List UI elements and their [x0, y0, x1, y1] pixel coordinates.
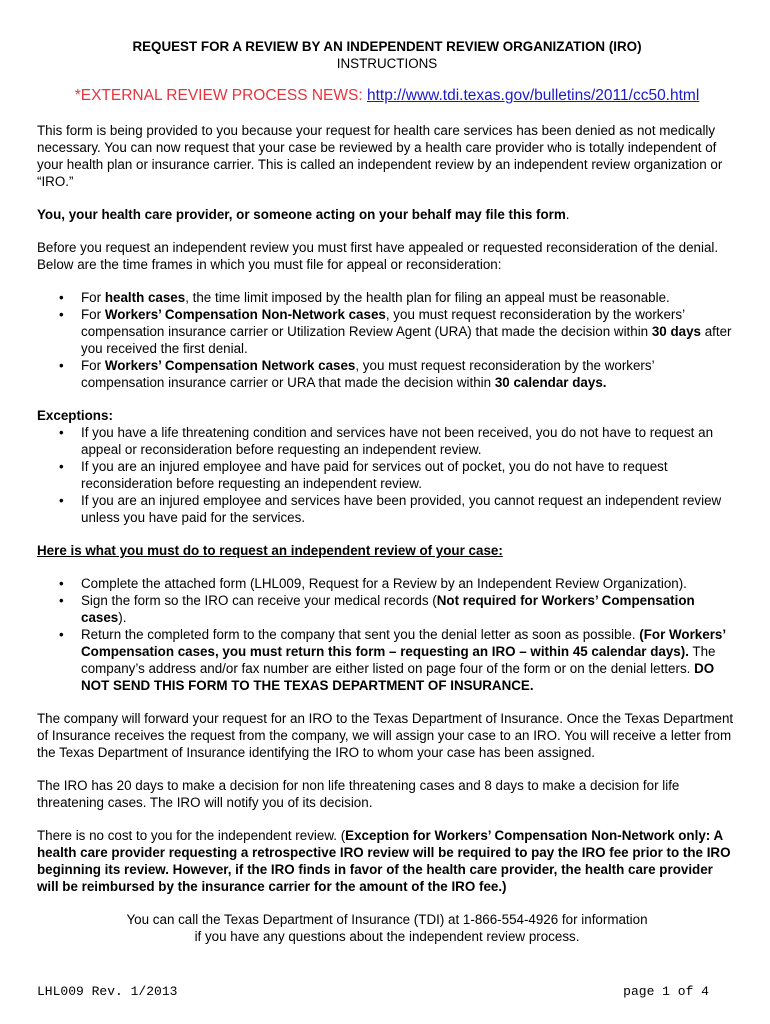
page-number: page 1 of 4	[623, 984, 709, 999]
list-item	[81, 357, 737, 391]
exceptions-list	[37, 424, 737, 526]
news-label: *EXTERNAL REVIEW PROCESS NEWS:	[74, 87, 363, 104]
timeframe-list	[37, 289, 737, 391]
who-may-file	[37, 206, 737, 223]
text: Return the completed form to the company that sent you the denial letter as soon as possible.	[81, 627, 640, 642]
list-item: • If you are an injured employee and services have been provided, you cannot request an independent review unless you have paid for the services.	[81, 492, 737, 526]
text-bold: (For Workers’ Compensation cases, you must return this form – requesting an IRO – within 45 calendar days).	[81, 627, 726, 659]
text: , you must request reconsideration by the workers’ compensation insurance carrier or URA that made the decision within	[81, 358, 655, 390]
text: Sign the form so the IRO can receive your medical records (	[81, 593, 437, 608]
text-bold: health cases	[104, 290, 186, 305]
cost-paragraph	[37, 827, 737, 895]
exceptions-heading	[37, 407, 737, 424]
news-banner	[37, 86, 737, 106]
decision-paragraph: The IRO has 20 days to make a decision for non life threatening cases and 8 days to make a decision for life threatening cases. The IRO will notify you of its decision.	[37, 778, 680, 810]
text-bold: 30 days	[651, 324, 701, 339]
text: , the time limit imposed by the health plan for filing an appeal must be reasonable.	[185, 290, 670, 305]
exceptions-heading-text: Exceptions:	[37, 408, 113, 423]
text: , you must request reconsideration by the workers’ compensation insurance carrier or Utilization Review Agent (URA) that made the decision within	[81, 307, 685, 339]
forward-paragraph: The company will forward your request for an IRO to the Texas Department of Insurance. Once the Texas Department of Insurance receives the request from the company, we will assign your case to an IRO. You will receive a letter from the Texas Department of Insurance identifying the IRO to whom your case has been assigned.	[37, 711, 734, 760]
page-title: REQUEST FOR A REVIEW BY AN INDEPENDENT REVIEW ORGANIZATION (IRO)	[132, 39, 642, 54]
form-id: LHL009 Rev. 1/2013	[37, 984, 178, 999]
text: after you received the first denial.	[81, 324, 732, 356]
who-may-file-end: .	[565, 207, 570, 222]
page-footer	[37, 983, 709, 1000]
who-may-file-bold: You, your health care provider, or someone acting on your behalf may file this form	[37, 207, 566, 222]
text: There is no cost to you for the independent review. (	[37, 828, 346, 843]
contact-block	[37, 911, 737, 945]
text-bold: Exception for Workers’ Compensation Non-Network only: A health care provider requesting a retrospective IRO review will be required to pay the IRO fee prior to the IRO beginning its review. However, if the IRO finds in favor of the health care provider, the health care provider will be reimbursed by the insurance carrier for the amount of the IRO fee.)	[37, 828, 731, 894]
text: For	[81, 290, 105, 305]
intro-paragraph: This form is being provided to you because your request for health care services has been denied as not medically necessary. You can now request that your case be reviewed by a health care provider who is totally independent of your health plan or insurance carrier. This is called an independent review by an independent review organization or “IRO.”	[37, 123, 723, 189]
text-bold: Workers’ Compensation Non-Network cases	[104, 307, 386, 322]
list-item	[81, 592, 737, 626]
news-link[interactable]: http://www.tdi.texas.gov/bulletins/2011/cc50.html	[367, 87, 700, 104]
text: ).	[118, 610, 127, 625]
contact-line: You can call the Texas Department of Insurance (TDI) at 1-866-554-4926 for information	[126, 912, 648, 927]
list-item: • If you have a life threatening condition and services have not been received, you do not have to request an appeal or reconsideration before requesting an independent review.	[81, 424, 737, 458]
text-bold: Workers’ Compensation Network cases	[104, 358, 356, 373]
appeal-paragraph: Before you request an independent review you must first have appealed or requested reconsideration of the denial. Below are the time frames in which you must file for appeal or reconsideration:	[37, 240, 719, 272]
text-bold: 30 calendar days.	[494, 375, 607, 390]
text-bold: Not required for Workers’ Compensation cases	[81, 593, 695, 625]
text: For	[81, 358, 105, 373]
page-subtitle: INSTRUCTIONS	[336, 56, 438, 71]
list-item	[81, 289, 737, 306]
list-item: • If you are an injured employee and have paid for services out of pocket, you do not have to request reconsideration before requesting an independent review.	[81, 458, 737, 492]
list-item	[81, 306, 737, 357]
text-bold: DO NOT SEND THIS FORM TO THE TEXAS DEPARTMENT OF INSURANCE.	[81, 661, 715, 693]
text: The company’s address and/or fax number are either listed on page four of the form or on the denial letters.	[81, 644, 716, 676]
steps-list	[37, 575, 737, 694]
document-page	[37, 38, 737, 945]
list-item: • Complete the attached form (LHL009, Request for a Review by an Independent Review Organization).	[81, 575, 737, 592]
steps-heading: Here is what you must do to request an independent review of your case:	[37, 543, 503, 558]
list-item	[81, 626, 737, 694]
text: For	[81, 307, 105, 322]
contact-line: if you have any questions about the independent review process.	[194, 929, 580, 944]
